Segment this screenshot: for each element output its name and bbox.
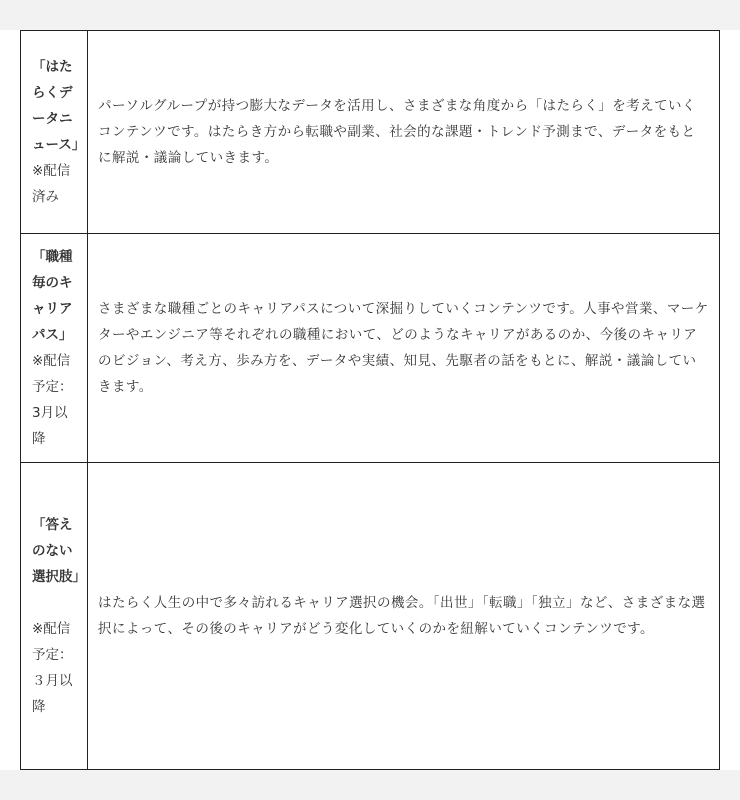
- series-description-cell: [88, 463, 720, 770]
- series-title: 「答えのない選択肢」: [32, 517, 86, 585]
- table-row: [21, 463, 720, 770]
- series-description: さまざまな職種ごとのキャリアパスについて深掘りしていくコンテンツです。人事や営業、マーケターやエンジニア等それぞれの職種において、どのようなキャリアがあるのか、今後のキャリアのビジョン、考え方、歩み方を、データや実績、知見、先駆者の話をもとに、解説・議論していきます。: [98, 301, 709, 395]
- series-label-cell: [21, 31, 88, 234]
- series-description-cell: [88, 31, 720, 234]
- delivery-status: ※配信予定：３月以降: [32, 621, 73, 715]
- series-title: 「はたらくデータニュース」: [32, 59, 86, 153]
- series-description: はたらく人生の中で多々訪れるキャリア選択の機会。「出世」「転職」「独立」など、さまざまな選択によって、その後のキャリアがどう変化していくのかを紐解いていくコンテンツです。: [98, 595, 706, 637]
- delivery-status: ※配信済み: [32, 163, 71, 205]
- line-spacer: [32, 590, 81, 616]
- table-row: [21, 234, 720, 463]
- table-row: [21, 31, 720, 234]
- series-label-cell: [21, 234, 88, 463]
- series-description-cell: [88, 234, 720, 463]
- series-description: パーソルグループが持つ膨大なデータを活用し、さまざまな角度から「はたらく」を考えていくコンテンツです。はたらき方から転職や副業、社会的な課題・トレンド予測まで、データをもとに解説・議論していきます。: [98, 98, 696, 166]
- series-label-cell: [21, 463, 88, 770]
- content-series-table: [20, 30, 720, 770]
- series-title: 「職種毎のキャリアパス」: [32, 249, 73, 343]
- delivery-status: ※配信予定：3月以降: [32, 353, 73, 447]
